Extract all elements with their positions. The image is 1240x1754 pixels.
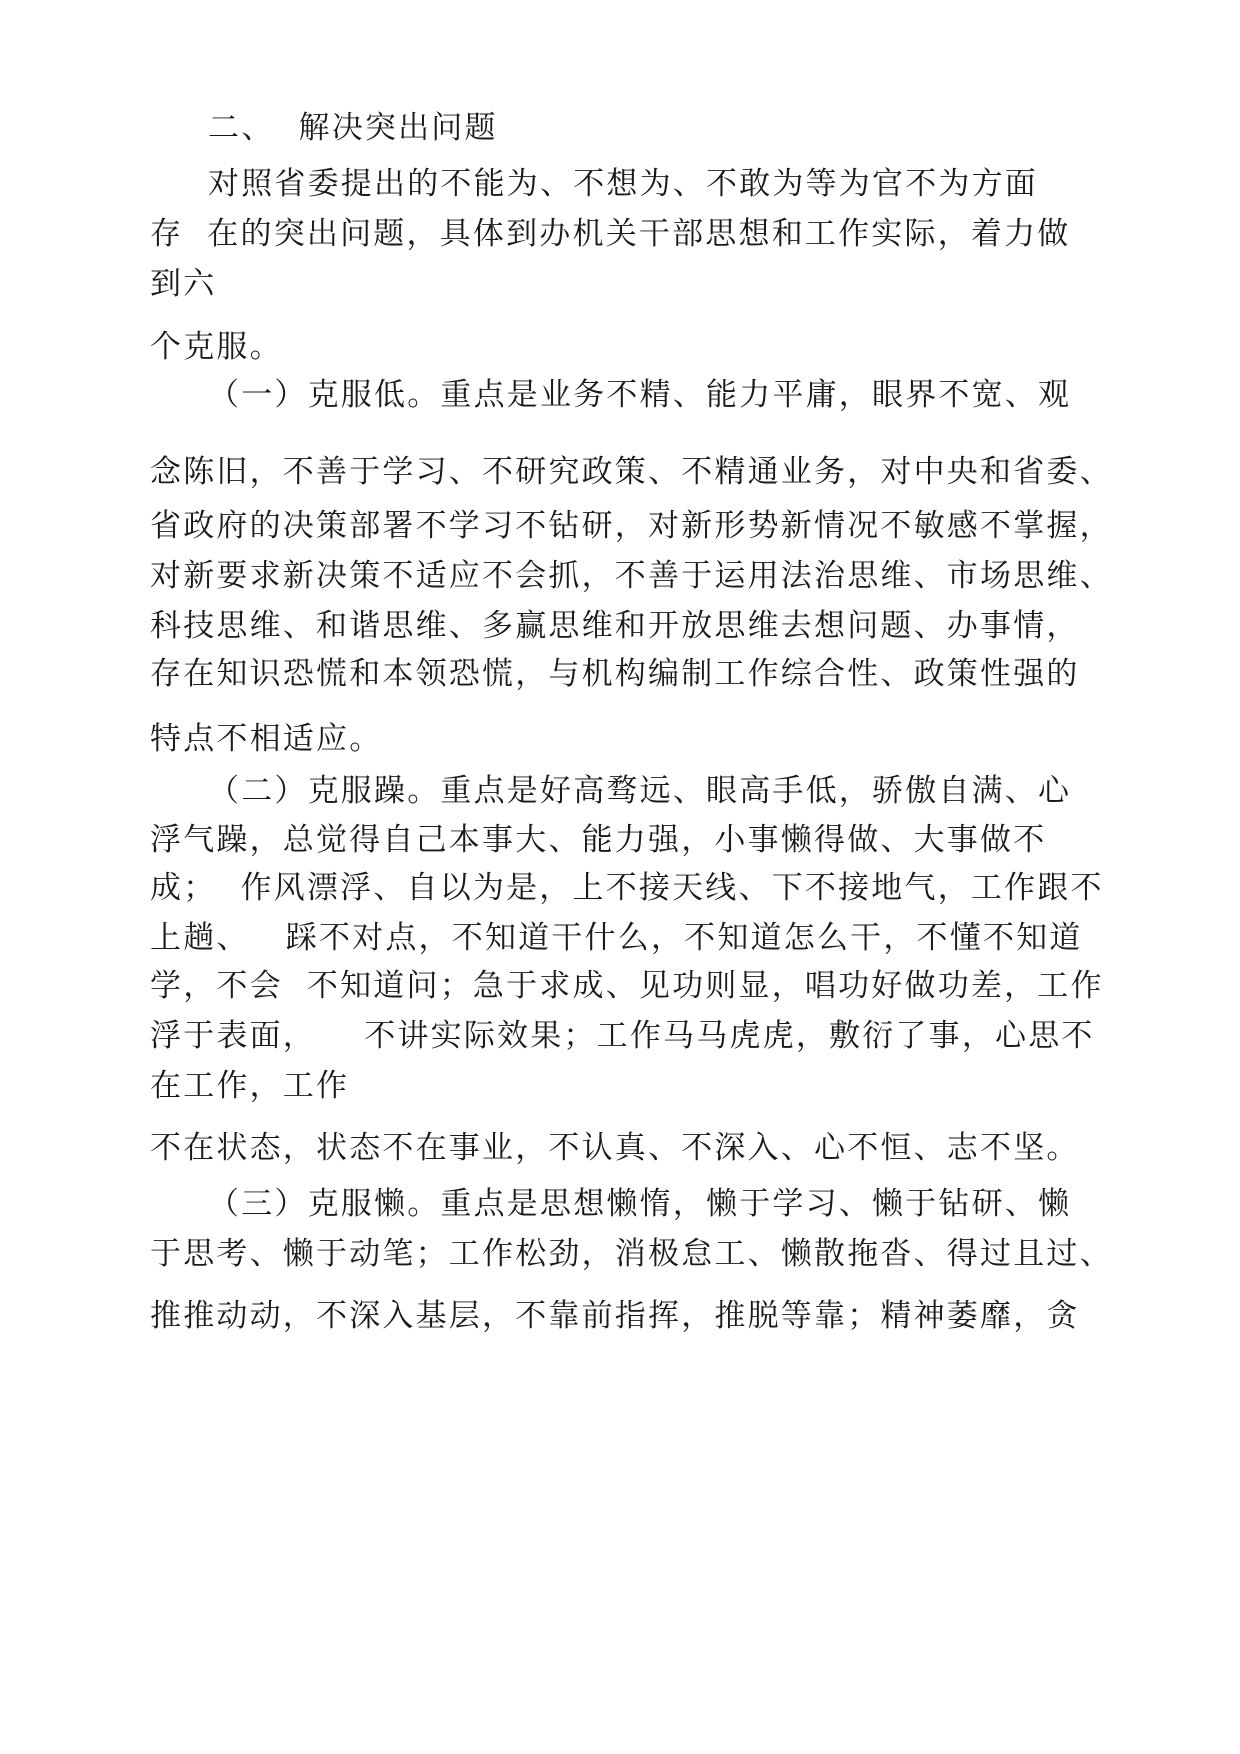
text-line: 对新要求新决策不适应不会抓，不善于运用法治思维、市场思维、 — [150, 558, 1113, 594]
text-line: 存在知识恐慌和本领恐慌，与机构编制工作综合性、政策性强的 — [150, 656, 1080, 692]
text-line: 浮气躁，总觉得自己本事大、能力强，小事懒得做、大事做不 — [150, 822, 1047, 858]
text-line: 到六 — [150, 266, 217, 302]
text-line: 上趟、 踩不对点，不知道干什么，不知道怎么干，不懂不知道 — [150, 920, 1083, 956]
text-line: 浮于表面， 不讲实际效果；工作马马虎虎，敷衍了事，心思不 — [150, 1018, 1095, 1054]
text-line: （一）克服低。重点是业务不精、能力平庸，眼界不宽、观 — [208, 377, 1072, 413]
text-line: 科技思维、和谐思维、多赢思维和开放思维去想问题、办事情， — [150, 608, 1080, 644]
text-line: 对照省委提出的不能为、不想为、不敢为等为官不为方面 — [208, 166, 1038, 202]
text-line: 成； 作风漂浮、自以为是，上不接天线、下不接地气，工作跟不 — [150, 870, 1104, 906]
text-line: （三）克服懒。重点是思想懒惰，懒于学习、懒于钻研、懒 — [208, 1186, 1072, 1222]
text-line: 不在状态，状态不在事业，不认真、不深入、心不恒、志不坚。 — [150, 1130, 1080, 1166]
text-line: 念陈旧，不善于学习、不研究政策、不精通业务，对中央和省委、 — [150, 454, 1113, 490]
text-line: （二）克服躁。重点是好高骛远、眼高手低，骄傲自满、心 — [208, 773, 1072, 809]
text-line: 推推动动，不深入基层，不靠前指挥，推脱等靠；精神萎靡，贪 — [150, 1298, 1080, 1334]
text-line: 存 在的突出问题，具体到办机关干部思想和工作实际，着力做 — [150, 216, 1071, 252]
text-line: 学，不会 不知道问；急于求成、见功则显，唱功好做功差，工作 — [150, 968, 1104, 1004]
text-line: 个克服。 — [150, 329, 283, 365]
text-line: 省政府的决策部署不学习不钻研，对新形势新情况不敏感不掌握， — [150, 508, 1113, 544]
section-heading: 二、 解决突出问题 — [208, 110, 498, 146]
text-line: 于思考、懒于动笔；工作松劲，消极怠工、懒散拖沓、得过且过、 — [150, 1236, 1113, 1272]
text-line: 在工作，工作 — [150, 1068, 350, 1104]
text-line: 特点不相适应。 — [150, 721, 383, 757]
